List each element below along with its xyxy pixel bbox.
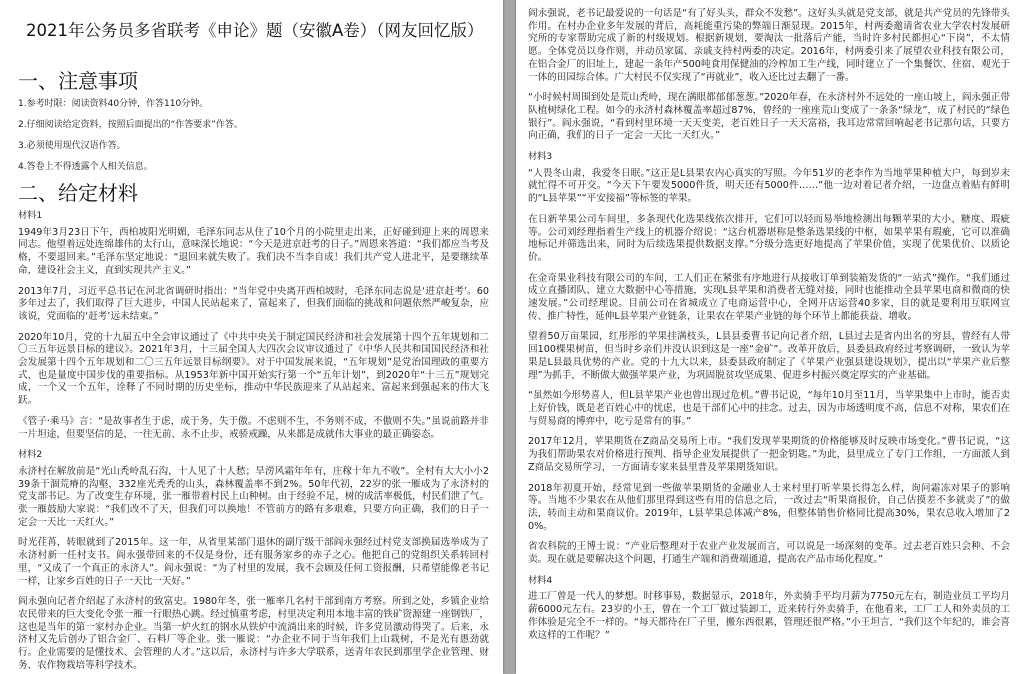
notice-item: 4.答卷上不得透露个人相关信息。: [18, 162, 153, 172]
material-paragraph: 在金奇果业科技有限公司的车间，工人们正在紧张有序地进行从接收订单到装箱发货的“一站式”操作。“我们通过成立直播团队、建立大数据中心等措施，实现L县苹果和消费者无缝对接，同时也能推动全县苹果电商和微商的快速发展。”公司经理说。目前公司在省城成立了电商运营中心，全网开店运营40多家，目的就是要利用互联网宣传、推广特性，延伸L县苹果产业链条，让果农在苹果产业链的每个环节上都能获益、增收。: [528, 272, 1010, 322]
section-heading-notices: 一、注意事项: [18, 69, 138, 93]
material-3-label: 材料3: [528, 151, 553, 163]
notice-item: 1.参考时限：阅读资料40分钟，作答110分钟。: [18, 99, 209, 109]
material-paragraph: 在日新苹果公司车间里，多条现代化选果线依次排开，它们可以轻而易举地检测出每颗苹果的大小、糖度、瑕疵等。公司刘经理指着生产线上的机器介绍说：“这台机器堪称是整条选果线的中枢，如果苹果有瑕疵，它可以准确地标记并筛选出来，同时为后续选果提供数据支撑。”分级分选更好地提高了苹果价值，实现了优果优价、以质论价。: [528, 213, 1010, 263]
section-heading-materials: 二、给定材料: [18, 181, 138, 205]
material-paragraph: “人畏冬山肃，我爱冬日眠。”这正是L县果农内心真实的写照。今年51岁的老李作为当地苹果种植大户，每到岁末就忙得不可开交。“今天下午要发5000件货，明天还有5000件……”他一边对着记者介绍，一边盘点着贴有鲜明的“L县苹果”“平安接福”等标签的苹果。: [528, 167, 1010, 205]
document-page-right: [516, 0, 1024, 674]
material-paragraph: 进工厂曾是一代人的梦想。时移事易，数据显示，2018年，外卖骑手平均月薪为7750元左右，制造业员工平均月薪6000元左右。23岁的小王，曾在一个工厂做过装卸工，近来转行外卖骑手，在他看来，工厂工人和外卖员的工作体验是完全不一样的。“每天都待在厂子里，搬东西很累，管理还很严格。”小王坦言，“我们这个年纪的，谁会喜欢这样的工作呢？”: [528, 591, 1010, 641]
material-4-label: 材料4: [528, 574, 553, 586]
material-paragraph: 1949年3月23日下午，西柏坡阳光明媚，毛泽东同志从住了10个月的小院里走出来，正好碰到迎上来的周恩来同志。他望着远处连绵雄伟的太行山，意味深长地说：“今天是进京赶考的日子。”周恩来答道：“我们都应当考及格，不要退回来。”毛泽东坚定地说：“退回来就失败了。我们决不当李自成！我们共产党人进北平，是要继续革命，建设社会主义，直到实现共产主义。”: [18, 226, 489, 276]
material-paragraph: 2018年初夏开始，经常见到一些做苹果期货的金融业人士来村里打听苹果长得怎么样，询问霜冻对果子的影响等。当地不少果农在从他们那里得到这些有用的信息之后，一改过去“听果商报价，自己估摸差不多就卖了”的做法，转而主动和果商议价。2019年，L县苹果总体减产8%，但整体销售价格同比提高30%，果农总收入增加了20%。: [528, 482, 1010, 532]
material-paragraph: 永济村在解放前是“光山秃岭乱石沟，十人见了十人愁；旱涝风霜年年有，庄稼十年九不收”。全村有大大小小239条干涸荒瘠的沟壑，332座光秃秃的山头，森林覆盖率不到2%。50年代初，22岁的张一雁成为了永济村的党支部书记。为了改变生存环境，张一雁带着村民上山种树。由于经验不足，树的成活率极低，村民们泄了气。张一雁鼓励大家说：“我们改不了天，但我们可以换地！不管前方的路有多艰难，只要方向正确，我们的日子一定会一天比一天红火。”: [18, 465, 489, 528]
document-title: 2021年公务员多省联考《申论》题（安徽A卷）（网友回忆版）: [26, 21, 484, 40]
material-paragraph: 2017年12月，苹果期货在Z商品交易所上市。“我们发现苹果期货的价格能够及时反映市场变化。”曹书记说，“这为我们帮助果农对价格进行预判、指导企业发展提供了一把金钥匙。”为此，县里成立了专门工作组，一方面派人到Z商品交易所学习，一方面请专家来县里普及苹果期货知识。: [528, 436, 1010, 473]
material-paragraph: “小时候村周围到处是荒山秃岭，现在满眼都郁郁葱葱。”2020年春，在永济村外不远处的一座山坡上，阎永强正带队植树绿化工程。如今的永济村森林覆盖率超过87%，曾经的一座座荒山变成了一条条“绿龙”，成了村民的“绿色银行”。阎永强说，“看到村里环境一天天变美，老百姓日子一天天富裕，我耳边常常回响起老书记那句话，只要方向正确，我们的日子一定会一天比一天红火。”: [528, 92, 1010, 142]
notice-item: 3.必须使用现代汉语作答。: [18, 141, 126, 151]
document-page-left: [0, 0, 503, 674]
material-paragraph: “虽然如今形势喜人，但L县苹果产业也曾出现过危机。”曹书记说，“每年10月至11月，当苹果集中上市时，能否卖上好价钱，既是老百姓心中的忧虑，也是干部们心中的挂念。过去，因为市场透明度不高，信息不对称，果农们在与贸易商的博弈中，吃亏是常有的事。”: [528, 390, 1010, 427]
material-paragraph: 望着50万亩果园，红彤彤的苹果挂满枝头，L县县委曹书记向记者介绍，L县过去是省内出名的穷县，曾经有人带回100棵果树苗，但当时乡亲们并没认识到这是一座“金矿”。改革开放后，县委县政府经过考察调研，一致认为苹果是L县最具优势的产业。党的十九大以来，县委县政府制定了《苹果产业强县建设规划》，提出以“苹果产业后整理”为抓手，不断做大做强苹果产业，为巩固脱贫攻坚成果、促进乡村振兴奠定厚实的产业基础。: [528, 331, 1010, 381]
notice-item: 2.仔细阅读给定资料，按照后面提出的“作答要求”作答。: [18, 120, 243, 130]
material-1-label: 材料1: [18, 210, 43, 221]
material-paragraph: 2013年7月，习近平总书记在河北省调研时指出：“当年党中央离开西柏坡时，毛泽东同志说是‘进京赶考’。60多年过去了，我们取得了巨大进步，中国人民站起来了，富起来了，但我们面临的挑战和问题依然严峻复杂，应该说，党面临的‘赶考’远未结束。”: [18, 285, 489, 322]
material-paragraph: 阎永强向记者介绍起了永济村的致富史。1980年冬，张一雁率几名村干部到南方考察。所到之处，乡镇企业给农民带来的巨大变化令张一雁一行眼热心跳。经过慎重考虑，村里决定利用本地丰富的铁矿资源建一座钢铁厂，这也是当年的第一家村办企业。当第一炉火红的钢水从铁炉中流淌出来的时候，许多党员激动得哭了。后来，永济村又先后创办了铝合金厂、石料厂等企业。张一雁说：“办企业不同于当年我们上山栽树，不是光有愚劲就行。企业需要的是懂技术、会管理的人才。”这以后，永济村与许多大学联系，送青年农民到那里学企业管理、财务、农作物栽培等科学技术。: [18, 596, 489, 671]
material-paragraph: 2020年10月，党的十九届五中全会审议通过了《中共中央关于制定国民经济和社会发展第十四个五年规划和二〇三五年远景目标的建议》。2021年3月，十三届全国人大四次会议审议通过了《中华人民共和国国民经济和社会发展第十四个五年规划和二〇三五年远景目标纲要》。对于中国发展来说，“五年规划”是党治国理政的重要方式，也是量度中国步伐的重要指标。从1953年新中国开始实行第一个“五年计划”，到2020年“十三五”规划完成，一个又一个五年，诠释了不同时期的历史坐标，推动中华民族迎来了从站起来、富起来到强起来的伟大飞跃。: [18, 331, 489, 407]
material-paragraph: 省农科院的王博士说：“产业后整理对于农业产业发展而言，可以说是一场深刻的变革。过去老百姓只会种、不会卖。现在就是要解决这个问题，打通生产端和消费端通道，提高农产品市场化程度。”: [528, 541, 1010, 566]
material-paragraph: 时光荏苒，转眼就到了2015年。这一年，从省里某部门退休的副厅级干部阎永强经过村党支部换届选举成为了永济村新一任村支书。阎永强带回来的不仅是身份，还有服务家乡的赤子之心。他把自己的党组织关系转回村里，“又成了一个真正的永济人”。阎永强说：“为了村里的发展，我不会顾及任何工资报酬，只希望能像老书记一样，让家乡百姓的日子一天比一天好。”: [18, 537, 489, 587]
material-paragraph: 《管子·乘马》言：“是故事者生于虑，成于务，失于傲。不虑则不生，不务则不成，不傲则不失。”虽说前路并非一片坦途，但要坚信的是，一往无前、永不止步，戒骄戒躁，从来都是成就伟大事业的最正确姿态。: [18, 415, 489, 440]
material-2-label: 材料2: [18, 449, 43, 461]
material-paragraph: 阎永强说，老书记最爱说的一句话是“有了好头头，群众不发愁”。这好头头就是党支部，就是共产党员的先锋带头作用。在村办企业多年发展的背后，高耗能重污染的弊端日渐显现。2015年，村两委邀请省农业大学农村发展研究所的专家帮助完成了新的村级规划。根据新规划，要淘汰一批落后产能，当时许多村民都担心“下岗”，不太情愿。全体党员以身作则，并动员家属、亲戚支持村两委的决定。2016年，村两委引来了展望农业科技有限公司，在铝合金厂的旧址上，建起一条年产500吨食用保健油的冷榨加工生产线，同时建立了一个集餐饮、住宿、观光于一体的田园综合体。广大村民不仅实现了“再就业”，收入还比过去翻了一番。: [528, 8, 1010, 83]
